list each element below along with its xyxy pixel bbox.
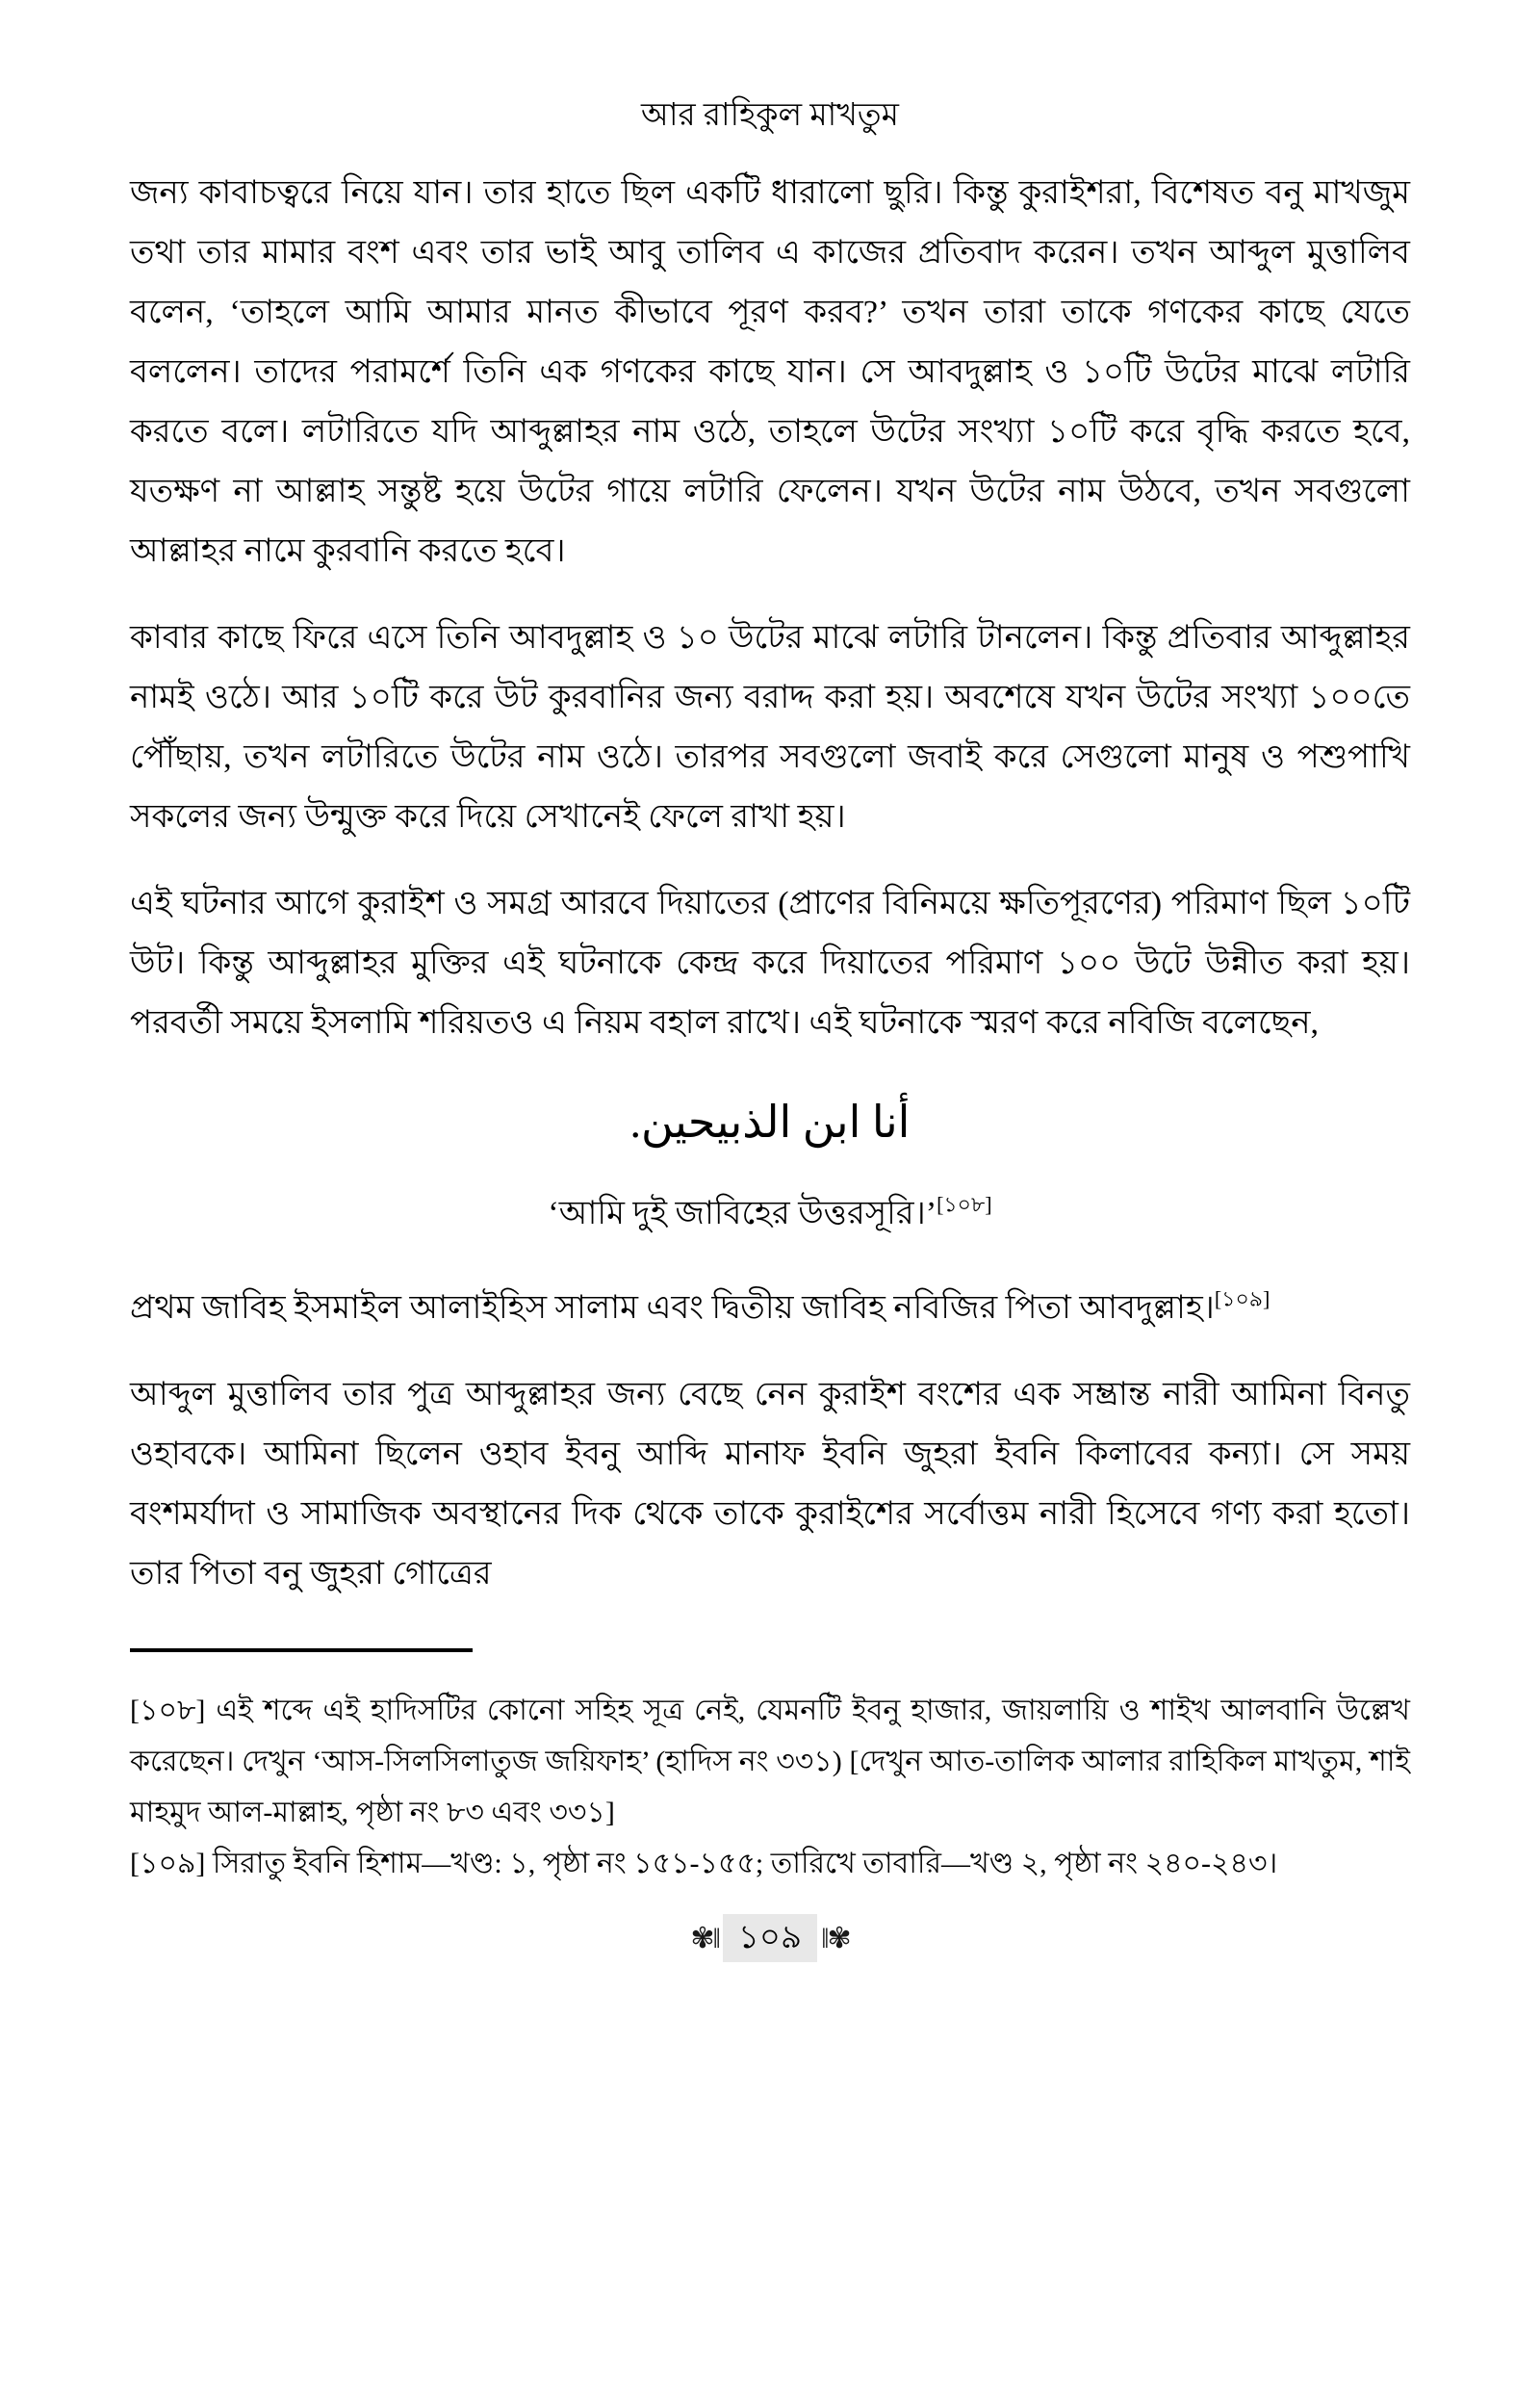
quote-translation-line — [130, 1184, 1410, 1244]
arabic-quote: أنا ابن الذبيحين. — [629, 1098, 911, 1147]
body-paragraph-1: জন্য কাবাচত্বরে নিয়ে যান। তার হাতে ছিল একটি ধারালো ছুরি। কিন্তু কুরাইশরা, বিশেষত বনু মাখজুম তথা তার মামার বংশ এবং তার ভাই আবু তালিব এ কাজের প্রতিবাদ করেন। তখন আব্দুল মুত্তালিব বলেন, ‘তাহলে আমি আমার মানত কীভাবে পূরণ করব?’ তখন তারা তাকে গণকের কাছে যেতে বললেন। তাদের পরামর্শে তিনি এক গণকের কাছে যান। সে আবদুল্লাহ ও ১০টি উটের মাঝে লটারি করতে বলে। লটারিতে যদি আব্দুল্লাহর নাম ওঠে, তাহলে উটের সংখ্যা ১০টি করে বৃদ্ধি করতে হবে, যতক্ষণ না আল্লাহ সন্তুষ্ট হয়ে উটের গায়ে লটারি ফেলেন। যখন উটের নাম উঠবে, তখন সবগুলো আল্লাহর নামে কুরবানি করতে হবে। — [130, 175, 1410, 569]
running-head-title: আর রাহিকুল মাখতুম — [641, 98, 899, 133]
floral-ornament-right-icon: ‖✾ — [821, 1923, 850, 1954]
body-paragraph-3: এই ঘটনার আগে কুরাইশ ও সমগ্র আরবে দিয়াতের (প্রাণের বিনিময়ে ক্ষতিপূরণের) পরিমাণ ছিল ১০টি উট। কিন্তু আব্দুল্লাহর মুক্তির এই ঘটনাকে কেন্দ্র করে দিয়াতের পরিমাণ ১০০ উটে উন্নীত করা হয়। পরবর্তী সময়ে ইসলামি শরিয়তও এ নিয়ম বহাল রাখে। এই ঘটনাকে স্মরণ করে নবিজি বলেছেন, — [130, 886, 1410, 1041]
body-paragraph-2: কাবার কাছে ফিরে এসে তিনি আবদুল্লাহ ও ১০ উটের মাঝে লটারি টানলেন। কিন্তু প্রতিবার আব্দুল্লাহর নামই ওঠে। আর ১০টি করে উট কুরবানির জন্য বরাদ্দ করা হয়। অবশেষে যখন উটের সংখ্যা ১০০তে পৌঁছায়, তখন লটারিতে উটের নাম ওঠে। তারপর সবগুলো জবাই করে সেগুলো মানুষ ও পশুপাখি সকলের জন্য উন্মুক্ত করে দিয়ে সেখানেই ফেলে রাখা হয়। — [130, 620, 1410, 835]
quote-translation-text: ‘আমি দুই জাবিহের উত্তরসূরি।’ — [548, 1196, 937, 1231]
footnote-ref-108: [১০৮] — [937, 1192, 992, 1217]
footnote-108: [১০৮] এই শব্দে এই হাদিসটির কোনো সহিহ সূত্র নেই, যেমনটি ইবনু হাজার, জায়লায়ি ও শাইখ আলবানি উল্লেখ করেছেন। দেখুন ‘আস-সিলসিলাতুজ জয়িফাহ’ (হাদিস নং ৩৩১) [দেখুন আত-তালিক আলার রাহিকিল মাখতুম, শাই মাহমুদ আল-মাল্লাহ, পৃষ্ঠা নং ৮৩ এবং ৩৩১] — [130, 1695, 1410, 1828]
floral-ornament-left-icon: ✾‖ — [690, 1923, 719, 1954]
page-footer — [130, 1914, 1410, 1962]
footnote-109: [১০৯] সিরাতু ইবনি হিশাম—খণ্ড: ১, পৃষ্ঠা নং ১৫১-১৫৫; তারিখে তাবারি—খণ্ড ২, পৃষ্ঠা নং ২৪০-২৪৩। — [130, 1848, 1278, 1879]
footnotes-section — [130, 1685, 1410, 1889]
body-paragraph-4-text: প্রথম জাবিহ ইসমাইল আলাইহিস সালাম এবং দ্বিতীয় জাবিহ নবিজির পিতা আবদুল্লাহ। — [130, 1290, 1215, 1326]
footnote-separator-rule — [130, 1648, 473, 1652]
body-paragraph-5: আব্দুল মুত্তালিব তার পুত্র আব্দুল্লাহর জন্য বেছে নেন কুরাইশ বংশের এক সম্ভ্রান্ত নারী আমিনা বিনতু ওহাবকে। আমিনা ছিলেন ওহাব ইবনু আব্দি মানাফ ইবনি জুহরা ইবনি কিলাবের কন্যা। সে সময় বংশমর্যাদা ও সামাজিক অবস্থানের দিক থেকে তাকে কুরাইশের সর্বোত্তম নারী হিসেবে গণ্য করা হতো। তার পিতা বনু জুহরা গোত্রের — [130, 1377, 1410, 1592]
footnote-ref-109: [১০৯] — [1214, 1286, 1270, 1311]
body-paragraph-4 — [130, 1279, 1410, 1338]
page-number: ১০৯ — [723, 1914, 817, 1962]
